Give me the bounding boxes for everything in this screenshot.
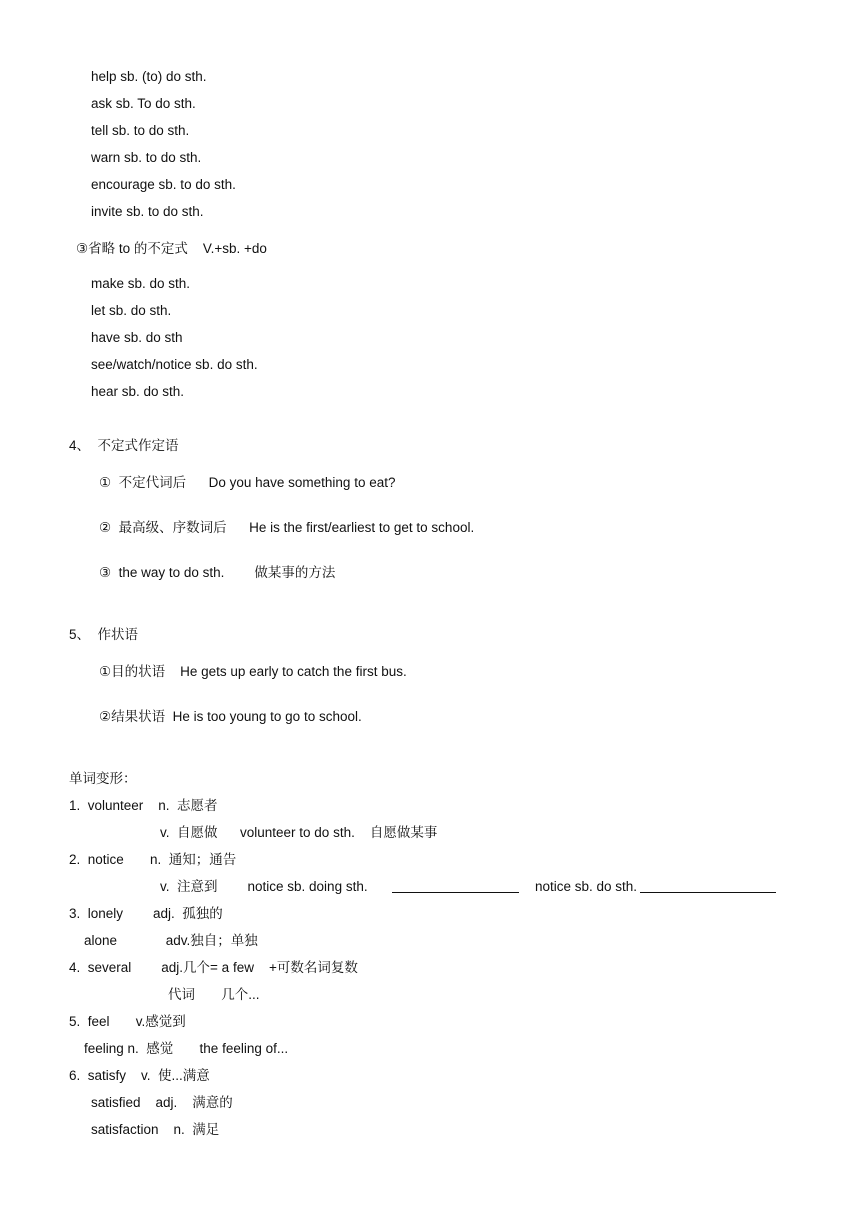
text-line: notice sb. do sth. [535, 879, 638, 894]
text-line: help sb. (to) do sth. [91, 69, 207, 84]
text-line: make sb. do sth. [91, 276, 191, 291]
text-line: 2. notice n. 通知；通告 [69, 852, 237, 867]
text-line: tell sb. to do sth. [91, 123, 190, 138]
text-line: ① 不定代词后 Do you have something to eat? [99, 475, 396, 490]
text-line: ② 最高级、序数词后 He is the first/earliest to get to school. [99, 520, 475, 535]
text-line: invite sb. to do sth. [91, 204, 204, 219]
text-line: satisfaction n. 满足 [91, 1122, 220, 1137]
text-line: encourage sb. to do sth. [91, 177, 236, 192]
section-heading: 4、 不定式作定语 [69, 438, 179, 453]
text-line: 1. volunteer n. 志愿者 [69, 798, 218, 813]
text-line: have sb. do sth [91, 330, 183, 345]
section-heading: ③省略 to 的不定式 V.+sb. +do [76, 241, 267, 256]
text-line: ②结果状语 He is too young to go to school. [99, 709, 362, 724]
text-line: 6. satisfy v. 使...满意 [69, 1068, 210, 1083]
text-line: see/watch/notice sb. do sth. [91, 357, 258, 372]
text-line: ③ the way to do sth. 做某事的方法 [99, 565, 336, 580]
text-line: satisfied adj. 满意的 [91, 1095, 233, 1110]
text-line: warn sb. to do sth. [91, 150, 202, 165]
section-heading: 5、 作状语 [69, 627, 139, 642]
text-line: hear sb. do sth. [91, 384, 185, 399]
fill-in-blank[interactable] [392, 880, 519, 893]
text-line: feeling n. 感觉 the feeling of... [84, 1041, 289, 1056]
text-line: ①目的状语 He gets up early to catch the first bus. [99, 664, 407, 679]
text-line: alone adv.独自；单独 [84, 933, 258, 948]
text-line: 3. lonely adj. 孤独的 [69, 906, 223, 921]
text-line: 代词 几个... [168, 987, 260, 1002]
text-line: 5. feel v.感觉到 [69, 1014, 186, 1029]
text-line: let sb. do sth. [91, 303, 172, 318]
text-line: ask sb. To do sth. [91, 96, 196, 111]
text-line: 4. several adj.几个= a few +可数名词复数 [69, 960, 358, 975]
text-line: v. 自愿做 volunteer to do sth. 自愿做某事 [160, 825, 438, 840]
text-line: v. 注意到 notice sb. doing sth. [160, 879, 368, 894]
section-heading: 单词变形： [69, 771, 137, 786]
fill-in-blank[interactable] [640, 880, 776, 893]
